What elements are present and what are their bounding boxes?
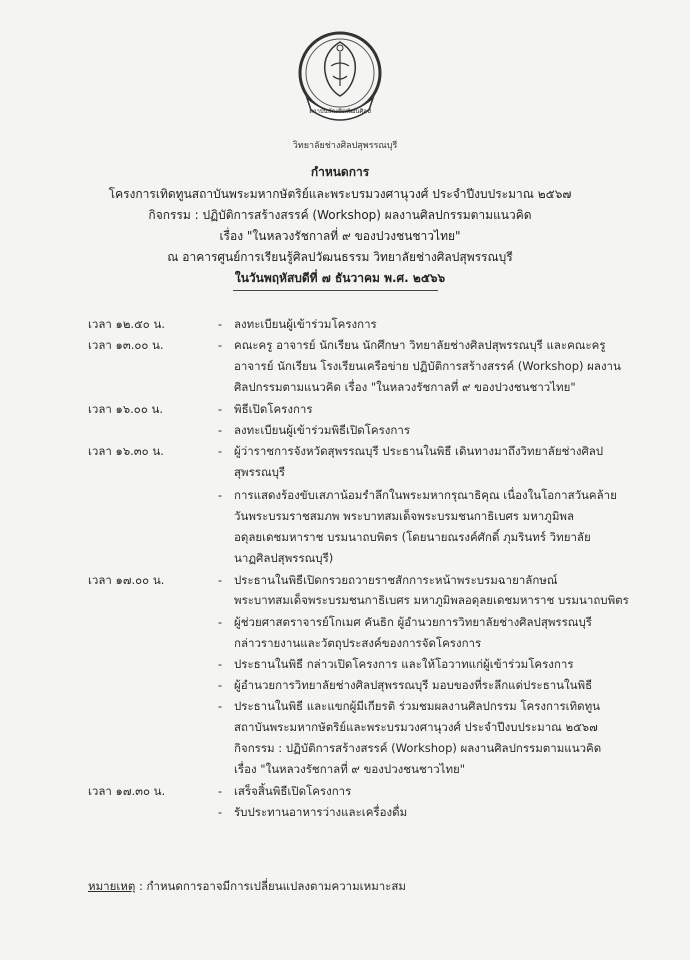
schedule-item-cont: พระบาทสมเด็จพระบรมชนกาธิเบศร มหาภูมิพลอดุลยเดชมหาราช บรมนาถบพิตร [234, 593, 629, 607]
bullet-dash: - [218, 678, 223, 692]
bullet-dash: - [218, 615, 223, 629]
bullet-dash: - [218, 699, 223, 713]
footnote [88, 878, 406, 896]
schedule-item-cont: เรื่อง "ในหลวงรัชกาลที่ ๙ ของปวงชนชาวไทย" [234, 762, 466, 776]
schedule-item: ประธานในพิธี และแขกผู้มีเกียรติ ร่วมชมผลงานศิลปกรรม โครงการเทิดทูน [234, 699, 601, 713]
bullet-dash: - [218, 423, 223, 437]
time-label: เวลา ๑๗.๓๐ น. [88, 784, 166, 798]
schedule-item: คณะครู อาจารย์ นักเรียน นักศึกษา วิทยาลัยช่างศิลปสุพรรณบุรี และคณะครู [234, 338, 606, 352]
schedule-item-cont: กล่าวรายงานและวัตถุประสงค์ของการจัดโครงการ [234, 636, 482, 650]
bullet-dash: - [218, 317, 223, 331]
bullet-dash: - [218, 805, 223, 819]
schedule-item-cont: นาฏศิลปสุพรรณบุรี) [234, 551, 334, 565]
schedule-item-cont: สุพรรณบุรี [234, 465, 286, 479]
venue-line: ณ อาคารศูนย์การเรียนรู้ศิลปวัฒนธรรม วิทยาลัยช่างศิลปสุพรรณบุรี [167, 250, 513, 264]
schedule-item: พิธีเปิดโครงการ [234, 402, 313, 416]
bullet-dash: - [218, 338, 223, 352]
schedule-item: ผู้ว่าราชการจังหวัดสุพรรณบุรี ประธานในพิธี เดินทางมาถึงวิทยาลัยช่างศิลป [234, 444, 604, 458]
schedule-item: ผู้ช่วยศาสตราจารย์โกเมศ คันธิก ผู้อำนวยการวิทยาลัยช่างศิลปสุพรรณบุรี [234, 615, 592, 629]
time-label: เวลา ๑๖.๐๐ น. [88, 402, 164, 416]
schedule-item-cont: อาจารย์ นักเรียน โรงเรียนเครือข่าย ปฏิบัติการสร้างสรรค์ (Workshop) ผลงาน [234, 359, 621, 373]
time-label: เวลา ๑๗.๐๐ น. [88, 573, 165, 587]
schedule-item: ประธานในพิธี กล่าวเปิดโครงการ และให้โอวาทแก่ผู้เข้าร่วมโครงการ [234, 657, 574, 671]
bullet-dash: - [218, 402, 223, 416]
schedule-item: ลงทะเบียนผู้เข้าร่วมโครงการ [234, 317, 377, 331]
subject-line: เรื่อง "ในหลวงรัชกาลที่ ๙ ของปวงชนชาวไทย" [219, 229, 461, 243]
activity-line: กิจกรรม : ปฏิบัติการสร้างสรรค์ (Workshop) ผลงานศิลปกรรมตามแนวคิด [148, 208, 532, 222]
time-label: เวลา ๑๓.๐๐ น. [88, 338, 164, 352]
project-name: โครงการเทิดทูนสถาบันพระมหากษัตริย์และพระบรมวงศานุวงศ์ ประจำปีงบประมาณ ๒๕๖๗ [108, 187, 572, 201]
footnote-text: : กำหนดการอาจมีการเปลี่ยนแปลงตามความเหมาะสม [135, 879, 407, 893]
schedule-item-cont: อดุลยเดชมหาราช บรมนาถบพิตร (โดยนายณรงค์ศักดิ์ ภุมรินทร์ วิทยาลัย [234, 530, 591, 544]
schedule-item-cont: กิจกรรม : ปฏิบัติการสร้างสรรค์ (Workshop) ผลงานศิลปกรรมตามแนวคิด [234, 741, 602, 755]
bullet-dash: - [218, 488, 223, 502]
schedule-item: รับประทานอาหารว่างและเครื่องดื่ม [234, 805, 408, 819]
time-label: เวลา ๑๒.๕๐ น. [88, 317, 165, 331]
bullet-dash: - [218, 784, 223, 798]
footnote-label: หมายเหตุ [88, 879, 136, 893]
schedule-item: เสร็จสิ้นพิธีเปิดโครงการ [234, 784, 352, 798]
schedule-item-cont: วันพระบรมราชสมภพ พระบาทสมเด็จพระบรมชนกาธิเบศร มหาภูมิพล [234, 509, 575, 523]
bullet-dash: - [218, 657, 223, 671]
institute-logo-emblem [295, 28, 385, 124]
date-line: ในวันพฤหัสบดีที่ ๗ ธันวาคม พ.ศ. ๒๕๖๖ [234, 271, 446, 285]
doc-title: กำหนดการ [310, 165, 370, 179]
time-label: เวลา ๑๖.๓๐ น. [88, 444, 164, 458]
schedule-item-cont: สถาบันพระมหากษัตริย์และพระบรมวงศานุวงศ์ ประจำปีงบประมาณ ๒๕๖๗ [234, 720, 598, 734]
schedule-item: ประธานในพิธีเปิดกรวยถวายราชสักการะหน้าพระบรมฉายาลักษณ์ [234, 573, 558, 587]
bullet-dash: - [218, 444, 223, 458]
schedule-item: ลงทะเบียนผู้เข้าร่วมพิธีเปิดโครงการ [234, 423, 411, 437]
schedule-item: ผู้อำนวยการวิทยาลัยช่างศิลปสุพรรณบุรี มอบของที่ระลึกแด่ประธานในพิธี [234, 678, 593, 692]
bullet-dash: - [218, 573, 223, 587]
header-divider [233, 290, 438, 291]
schedule-item-cont: ศิลปกรรมตามแนวคิด เรื่อง "ในหลวงรัชกาลที่ ๙ ของปวงชนชาวไทย" [234, 380, 576, 394]
institution-name: วิทยาลัยช่างศิลปสุพรรณบุรี [292, 141, 398, 151]
svg-text:สถาบันบัณฑิตพัฒนศิลป์: สถาบันบัณฑิตพัฒนศิลป์ [309, 108, 371, 115]
schedule-item: การแสดงร้องขับเสภาน้อมรำลึกในพระมหากรุณาธิคุณ เนื่องในโอกาสวันคล้าย [234, 488, 617, 502]
